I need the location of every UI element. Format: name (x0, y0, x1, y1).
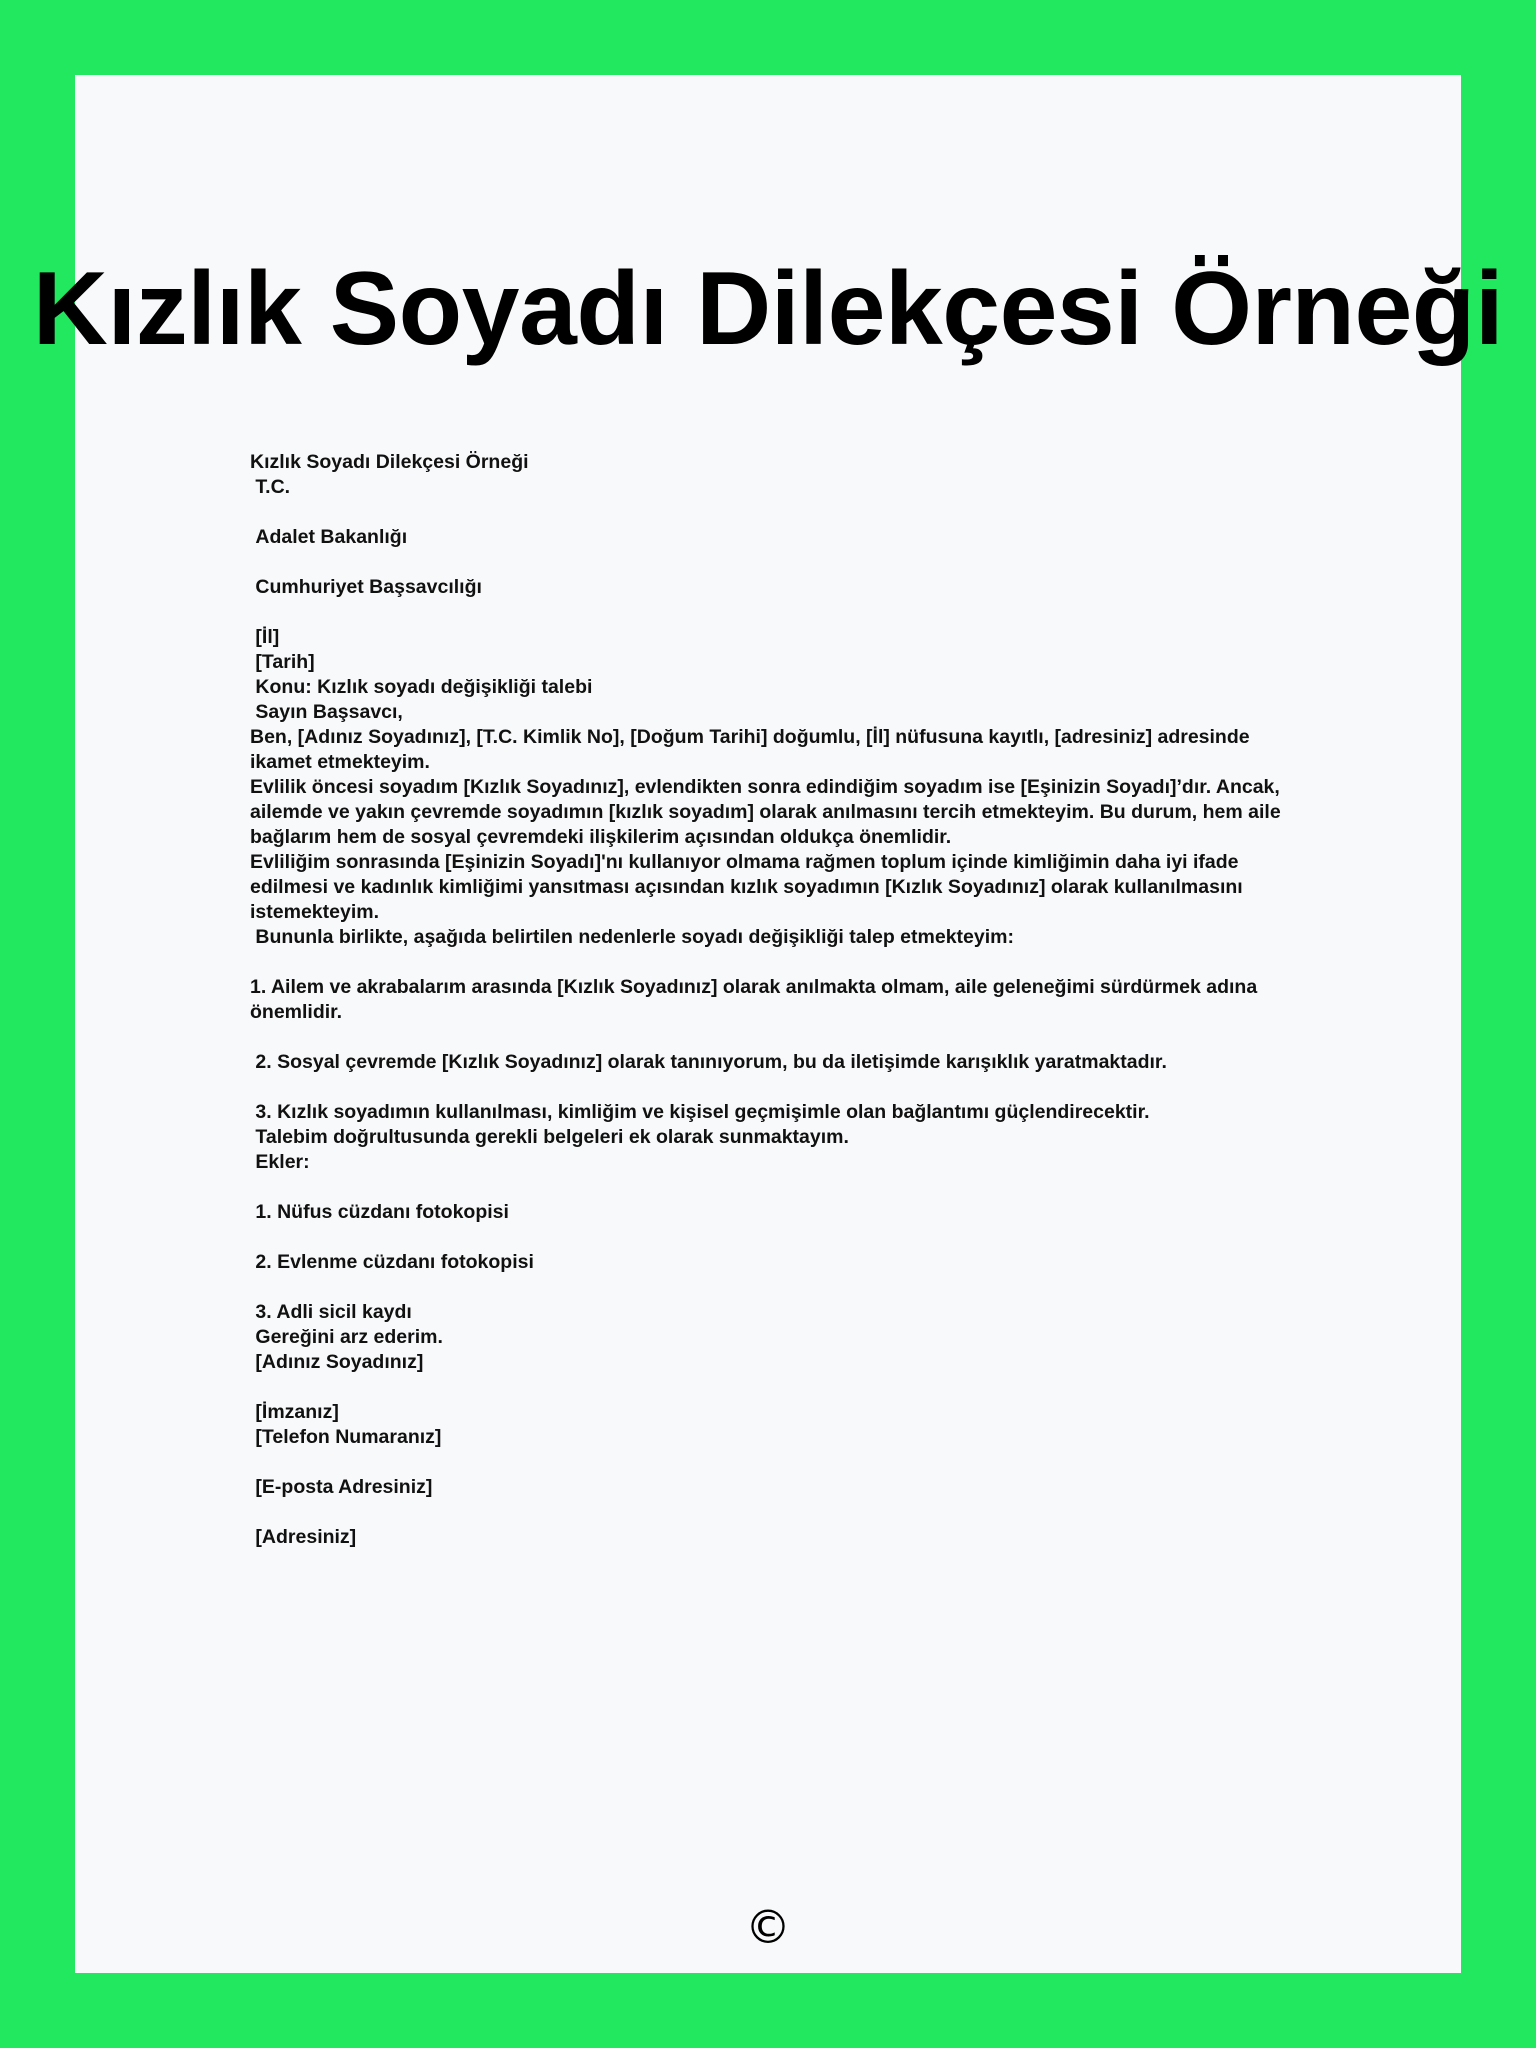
letter-line (250, 1075, 1300, 1100)
letter-line: Sayın Başsavcı, (250, 701, 403, 723)
letter-line: 2. Sosyal çevremde [Kızlık Soyadınız] olarak tanınıyorum, bu da iletişimde karışıklık yaratmaktadır. (250, 1051, 1167, 1073)
letter-line: 1. Ailem ve akrabalarım arasında [Kızlık Soyadınız] olarak anılmakta olmam, aile geleneğimi sürdürmek adına önemlidir. (250, 976, 1263, 1023)
letter-line: Evlilik öncesi soyadım [Kızlık Soyadınız], evlendikten sonra edindiğim soyadım ise [Eşinizin Soyadı]’dır. Ancak, ailemde ve yakın çevremde soyadımın [kızlık soyadım] olarak anılmasını tercih etmekteyim. Bu durum, hem aile bağlarım hem de sosyal çevremdeki ilişkilerim açısından oldukça önemlidir. (250, 776, 1287, 848)
letter-line (250, 1025, 1300, 1050)
letter-line (250, 1175, 1300, 1200)
letter-line: [Adresiniz] (250, 1526, 357, 1548)
letter-line: [Telefon Numaranız] (250, 1426, 442, 1448)
letter-line: [İl] (250, 626, 280, 648)
letter-line: 2. Evlenme cüzdanı fotokopisi (250, 1251, 534, 1273)
letter-line (250, 1225, 1300, 1250)
letter-line: Talebim doğrultusunda gerekli belgeleri ek olarak sunmaktayım. (250, 1126, 849, 1148)
letter-line: Kızlık Soyadı Dilekçesi Örneği (250, 451, 529, 473)
letter-line (250, 1275, 1300, 1300)
letter-line: T.C. (250, 476, 291, 498)
letter-line (250, 1375, 1300, 1400)
letter-line: [Adınız Soyadınız] (250, 1351, 424, 1373)
letter-line: Evliliğim sonrasında [Eşinizin Soyadı]'nı kullanıyor olmama rağmen toplum içinde kimliğimin daha iyi ifade edilmesi ve kadınlık kimliğimi yansıtması açısından kızlık soyadımın [Kızlık Soyadınız] olarak kullanılmasını istemekteyim. (250, 851, 1249, 923)
letter-line (250, 1500, 1300, 1525)
letter-line (250, 950, 1300, 975)
letter-line: Adalet Bakanlığı (250, 526, 408, 548)
letter-line: Ben, [Adınız Soyadınız], [T.C. Kimlik No], [Doğum Tarihi] doğumlu, [İl] nüfusuna kayıtlı, [adresiniz] adresinde ikamet etmekteyim. (250, 726, 1256, 773)
letter-line: Ekler: (250, 1151, 310, 1173)
letter-line: [İmzanız] (250, 1401, 339, 1423)
letter-line: Bununla birlikte, aşağıda belirtilen nedenlerle soyadı değişikliği talep etmekteyim: (250, 926, 1014, 948)
page-title: Kızlık Soyadı Dilekçesi Örneği (32, 251, 1504, 367)
letter-line (250, 600, 1300, 625)
letter-line (250, 1450, 1300, 1475)
letter-line: Konu: Kızlık soyadı değişikliği talebi (250, 676, 593, 698)
letter-line (250, 550, 1300, 575)
letter-line: [Tarih] (250, 651, 315, 673)
letter-line (250, 500, 1300, 525)
letter-line: [E-posta Adresiniz] (250, 1476, 433, 1498)
letter-line: 3. Adli sicil kaydı (250, 1301, 412, 1323)
letter-line: 3. Kızlık soyadımın kullanılması, kimliğim ve kişisel geçmişimle olan bağlantımı güçlendirecektir. (250, 1101, 1150, 1123)
letter-line: 1. Nüfus cüzdanı fotokopisi (250, 1201, 509, 1223)
copyright-icon: © (745, 1900, 791, 1954)
letter-line: Cumhuriyet Başsavcılığı (250, 576, 482, 598)
letter-line: Gereğini arz ederim. (250, 1326, 443, 1348)
petition-letter-body (250, 450, 1300, 1550)
